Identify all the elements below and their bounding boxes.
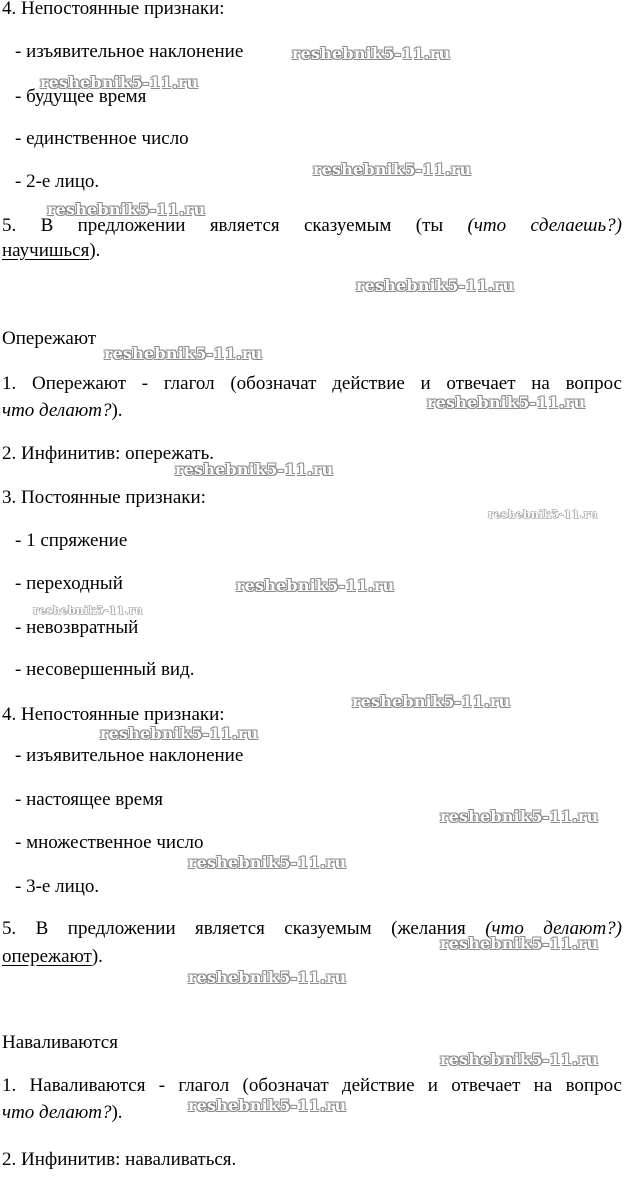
paragraph-1: 1. Наваливаются - глагол (обозначат действие и отвечает на вопрос [2,1075,622,1096]
paragraph-2: 2. Инфинитив: наваливаться. [2,1149,237,1170]
list-item: - будущее время [15,86,147,107]
watermark: reshebnik5-11.ru [356,276,515,295]
watermark: reshebnik5-11.ru [47,200,206,219]
paragraph-5: 5. В предложении является сказуемым (желания (что делают?) [2,918,623,939]
list-item: - изъявительное наклонение [15,41,244,62]
paragraph-1: 1. Опережают - глагол (обозначат действие и отвечает на вопрос [2,373,622,394]
watermark: reshebnik5-11.ru [440,807,599,826]
paragraph-5-continuation: научишься). [2,240,101,261]
underlined-predicate: научишься [2,240,90,261]
watermark: reshebnik5-11.ru [104,344,263,363]
watermark: reshebnik5-11.ru [440,934,599,953]
watermark: reshebnik5-11.ru [440,1050,599,1069]
list-item: - единственное число [15,128,189,149]
watermark: reshebnik5-11.ru [352,692,511,711]
watermark: reshebnik5-11.ru [427,393,586,412]
paragraph-4: 4. Непостоянные признаки: [2,704,225,725]
watermark: reshebnik5-11.ru [313,160,472,179]
list-item: - 3-е лицо. [15,876,100,897]
paragraph-1-continuation: что делают?). [2,400,123,421]
watermark: reshebnik5-11.ru [488,508,598,521]
paragraph-5-continuation: опережают). [2,946,103,967]
paragraph-2: 2. Инфинитив: опережать. [2,443,214,464]
list-item: - невозвратный [15,617,139,638]
list-item: - переходный [15,573,123,594]
paragraph-3: 3. Постоянные признаки: [2,487,206,508]
word-title: Опережают [2,328,97,349]
watermark: reshebnik5-11.ru [292,44,451,63]
heading-variable-features: 4. Непостоянные признаки: [2,0,225,19]
word-title: Наваливаются [2,1032,118,1053]
watermark: reshebnik5-11.ru [100,724,259,743]
list-item: - множественное число [15,832,204,853]
watermark: reshebnik5-11.ru [33,604,143,617]
list-item: - несовершенный вид. [15,659,195,680]
watermark: reshebnik5-11.ru [40,73,199,92]
watermark: reshebnik5-11.ru [188,1096,347,1115]
list-item: - изъявительное наклонение [15,745,244,766]
watermark: reshebnik5-11.ru [236,576,395,595]
paragraph-5: 5. В предложении является сказуемым (ты (что сделаешь?) [2,215,622,236]
watermark: reshebnik5-11.ru [188,853,347,872]
paragraph-1-continuation: что делают?). [2,1102,123,1123]
list-item: - 2-е лицо. [15,171,100,192]
watermark: reshebnik5-11.ru [175,460,334,479]
list-item: - 1 спряжение [15,530,128,551]
watermark: reshebnik5-11.ru [188,968,347,987]
underlined-predicate: опережают [2,946,92,967]
list-item: - настоящее время [15,789,163,810]
